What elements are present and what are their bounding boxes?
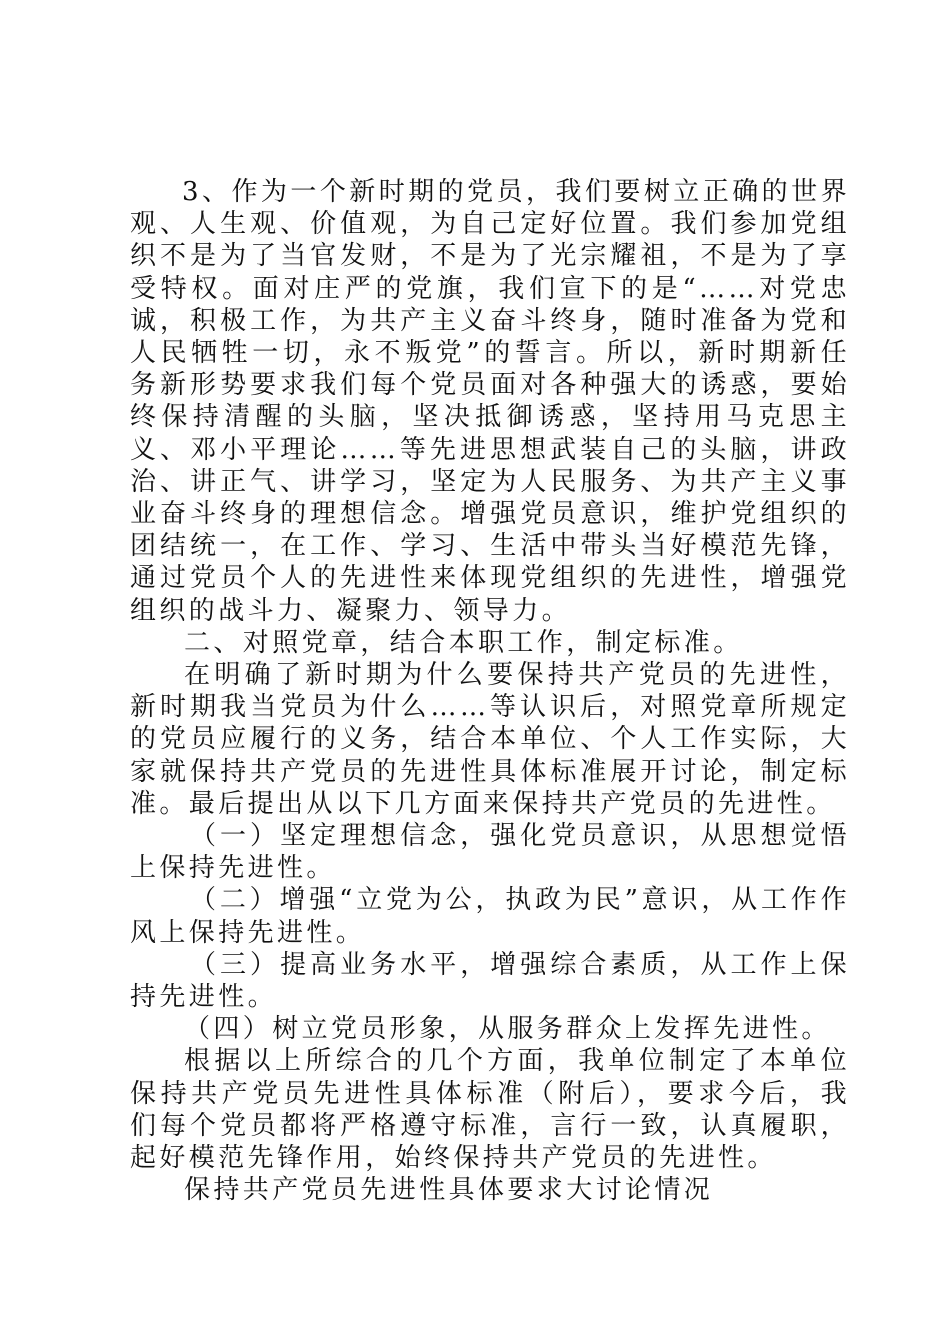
section-heading-2: 二、对照党章，结合本职工作，制定标准。 xyxy=(184,627,743,658)
list-item-3: （三）提高业务水平，增强综合素质，从工作上保持先进性。 xyxy=(130,949,850,1013)
paragraph-standards-intro: 在明确了新时期为什么要保持共产党员的先进性，新时期我当党员为什么……等认识后，对照党章所规定的党员应履行的义务，结合本单位、个人工作实际，大家就保持共产党员的先进性具体标准展开讨论，制定标准。最后提出从以下几方面来保持共产党员的先进性。 xyxy=(130,660,850,819)
document-body xyxy=(130,176,850,1207)
list-item-1: （一）坚定理想信念，强化党员意识，从思想觉悟上保持先进性。 xyxy=(130,821,850,884)
closing-title: 保持共产党员先进性具体要求大讨论情况 xyxy=(184,1175,714,1206)
paragraph-point-3: 3、作为一个新时期的党员，我们要树立正确的世界观、人生观、价值观，为自己定好位置。我们参加党组织不是为了当官发财，不是为了光宗耀祖，不是为了享受特权。面对庄严的党旗，我们宣下的是“……对党忠诚，积极工作，为共产主义奋斗终身，随时准备为党和人民牺牲一切，永不叛党”的誓言。所以，新时期新任务新形势要求我们每个党员面对各种强大的诱惑，要始终保持清醒的头脑，坚决抵御诱惑，坚持用马克思主义、邓小平理论……等先进思想武装自己的头脑，讲政治、讲正气、讲学习，坚定为人民服务、为共产主义事业奋斗终身的理想信念。增强党员意识，维护党组织的团结统一，在工作、学习、生活中带头当好模范先锋，通过党员个人的先进性来体现党组织的先进性，增强党组织的战斗力、凝聚力、领导力。 xyxy=(130,177,850,626)
paragraph-conclusion: 根据以上所综合的几个方面，我单位制定了本单位保持共产党员先进性具体标准（附后），要求今后，我们每个党员都将严格遵守标准，言行一致，认真履职，起好模范先锋作用，始终保持共产党员的先进性。 xyxy=(130,1046,850,1174)
list-item-2: （二）增强“立党为公，执政为民”意识，从工作作风上保持先进性。 xyxy=(130,885,850,948)
list-item-4: （四）树立党员形象，从服务群众上发挥先进性。 xyxy=(184,1014,831,1045)
